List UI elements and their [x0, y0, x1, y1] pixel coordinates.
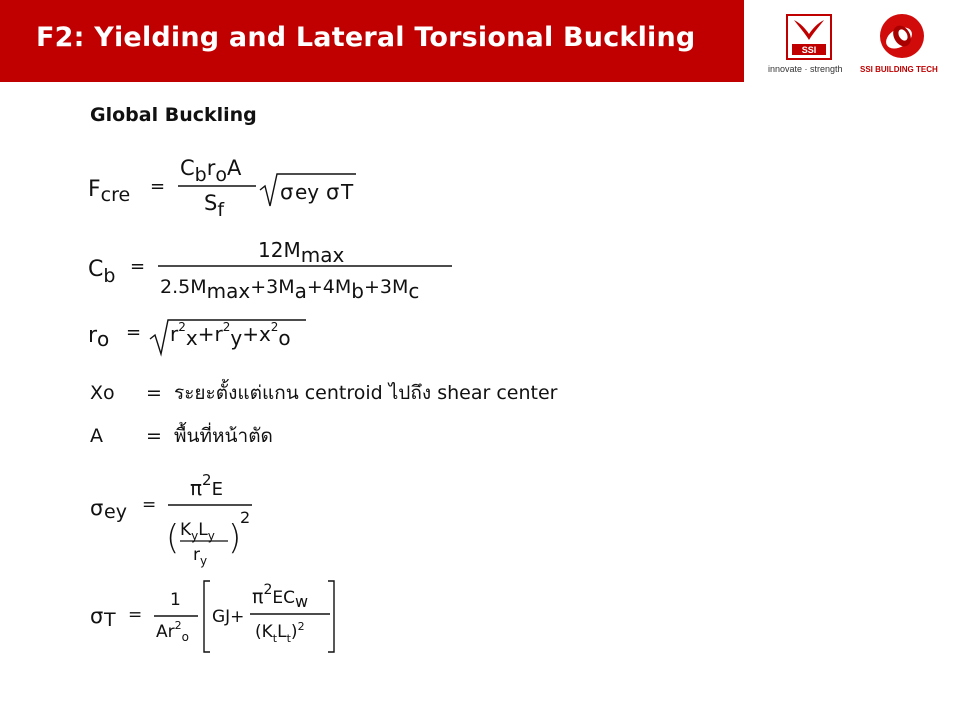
- definition-xo: [90, 378, 557, 408]
- svg-text:(KtLt)2: $(K_tL_t)^2$: [255, 620, 305, 645]
- svg-text:): ): [228, 518, 242, 558]
- section-heading: Global Buckling: [90, 104, 257, 126]
- definition-text: ระยะตั้งแต่แกน centroid ไปถึง shear center: [174, 382, 558, 404]
- svg-text:CbroA: CbroA: [180, 156, 242, 186]
- definition-equals: =: [146, 425, 162, 447]
- svg-text:σ: σ: [90, 496, 104, 520]
- svg-text:(: (: [166, 518, 180, 558]
- svg-text:=: =: [142, 495, 157, 515]
- svg-text:GJ+: GJ+: [212, 607, 245, 627]
- svg-text:σ: σ: [326, 180, 340, 204]
- ssi-building-tech-label: SSI BUILDING TECH: [860, 65, 938, 74]
- svg-text:2: 2: [240, 508, 251, 527]
- svg-text:T: T: [341, 180, 354, 204]
- svg-text:Ar2o: $Ar^2_o$: [156, 619, 189, 644]
- equation-sigma-t: [90, 581, 334, 652]
- svg-text:ey: ey: [104, 501, 127, 523]
- svg-text:Fcre: Fcre: [88, 177, 131, 206]
- svg-text:=: =: [128, 605, 143, 625]
- svg-text:Sf: Sf: [204, 191, 225, 221]
- svg-text:12Mmax: 12Mmax: [258, 238, 345, 267]
- svg-text:T: T: [104, 609, 116, 631]
- equation-ro: [88, 320, 306, 354]
- equation-sigma-ey: [90, 471, 252, 568]
- svg-text:=: =: [126, 322, 142, 343]
- svg-text:ey: ey: [295, 180, 320, 204]
- svg-text:Cb: Cb: [88, 257, 116, 287]
- svg-text:π2ECw: $\pi^2EC_w$: [252, 582, 309, 611]
- ssi-logo-text: SSI: [801, 45, 817, 55]
- equation-cb: [88, 238, 452, 303]
- svg-text:ry: $r_y$: [193, 545, 208, 568]
- svg-text:σ: σ: [280, 180, 294, 204]
- ssi-tagline: innovate · strength: [768, 64, 843, 74]
- definition-text: พื้นที่หน้าตัด: [174, 425, 273, 447]
- definition-symbol: A: [90, 425, 103, 447]
- svg-text:1: 1: [170, 590, 181, 610]
- definition-area: [90, 421, 273, 451]
- svg-text:=: =: [150, 176, 166, 197]
- equation-fcre: [88, 156, 356, 221]
- svg-text:π2E: $\pi^2E$: [190, 471, 223, 500]
- definition-symbol: Xo: [90, 382, 115, 404]
- svg-text:=: =: [130, 256, 146, 277]
- page-title: F2: Yielding and Lateral Torsional Buckling: [36, 22, 696, 53]
- definition-equals: =: [146, 382, 162, 404]
- svg-text:ro: ro: [88, 323, 110, 351]
- svg-text:σ: σ: [90, 604, 104, 628]
- svg-text:2.5Mmax+3Ma+4Mb+3Mc: 2.5Mmax+3Ma+4Mb+3Mc: [160, 276, 420, 303]
- svg-text:r2x+r2y+x2o: $r^2x+r^2y+x^2o$: [170, 320, 291, 350]
- svg-text:KyLy: $K_yL_y$: [180, 520, 215, 543]
